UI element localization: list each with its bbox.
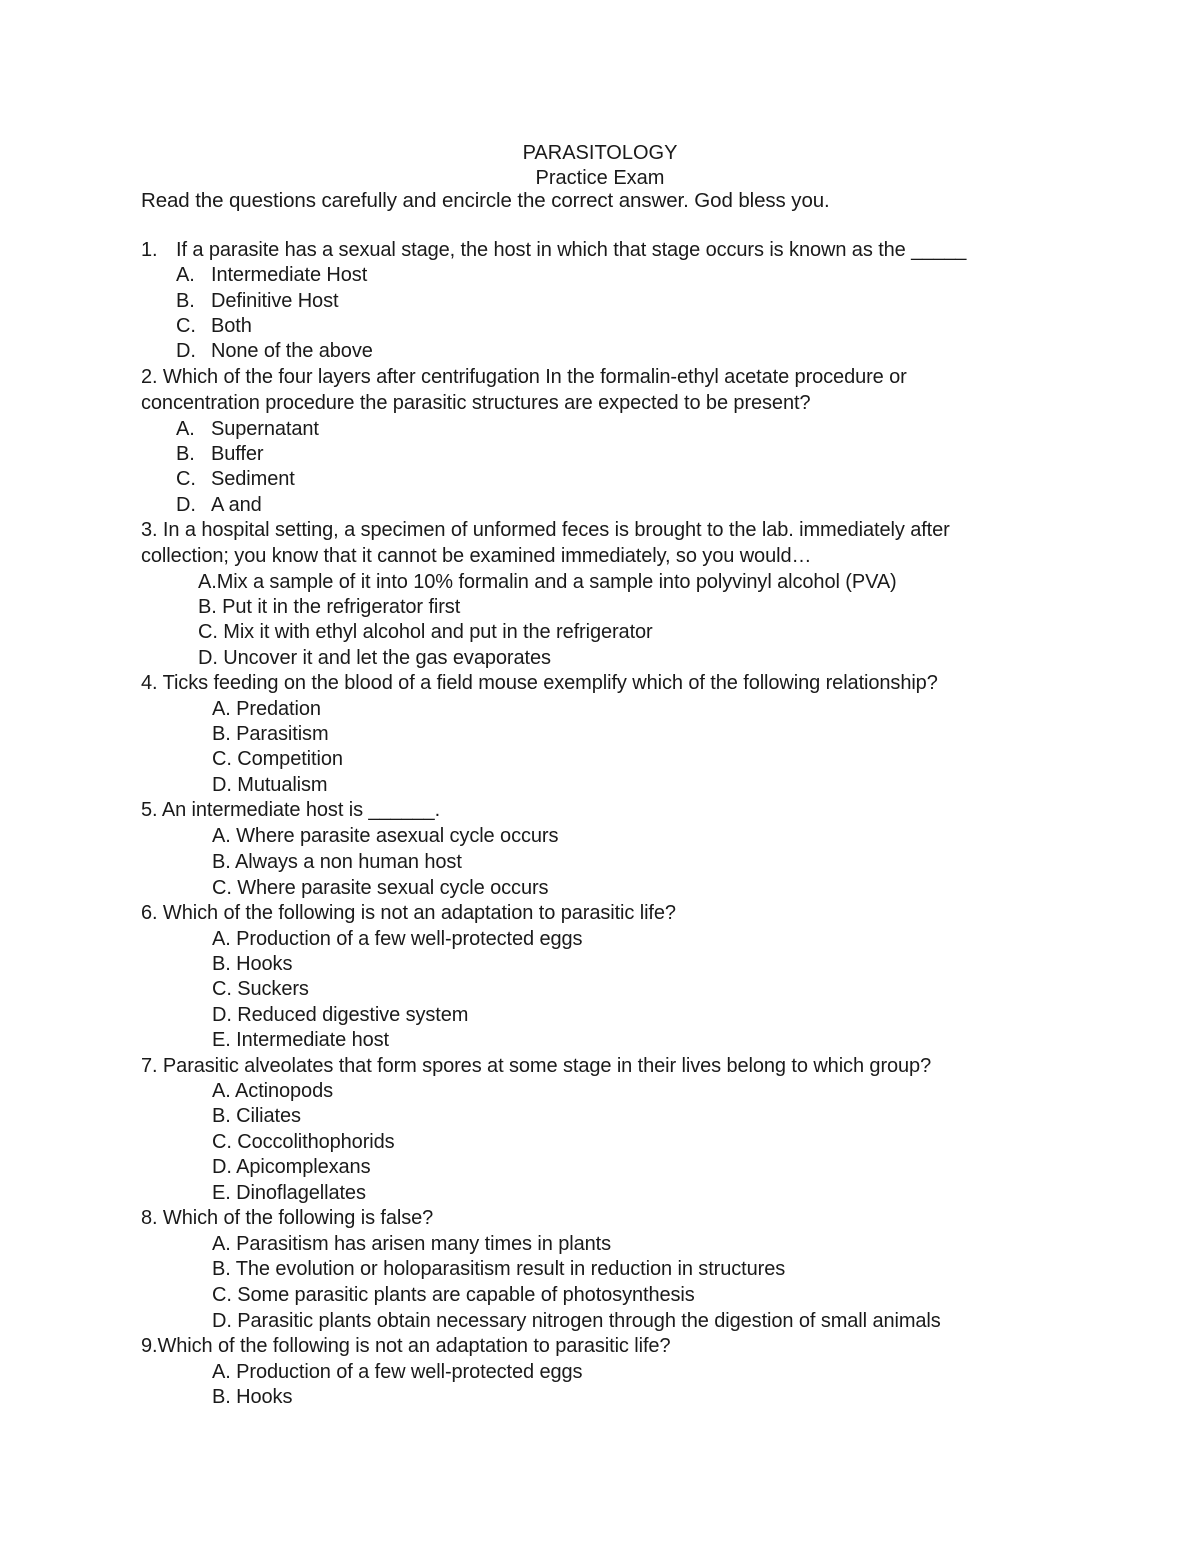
exam-subtitle: Practice Exam: [535, 167, 665, 189]
option-letter: C.: [176, 315, 196, 337]
option[interactable]: B. Hooks: [212, 953, 293, 975]
option[interactable]: [176, 263, 367, 287]
question-number: 1.: [141, 239, 158, 261]
option[interactable]: A. Where parasite asexual cycle occurs: [212, 825, 559, 847]
option-letter: A.: [176, 418, 195, 440]
option[interactable]: D. Uncover it and let the gas evaporates: [198, 647, 551, 669]
question-2-line-1: 2. Which of the four layers after centrifugation In the formalin-ethyl acetate procedure or: [141, 366, 907, 388]
option[interactable]: [176, 417, 319, 441]
option[interactable]: B. Always a non human host: [212, 851, 462, 873]
option[interactable]: [176, 314, 252, 338]
option[interactable]: B. Ciliates: [212, 1105, 301, 1127]
option-text: Buffer: [211, 443, 264, 465]
question-2-line-2: concentration procedure the parasitic structures are expected to be present?: [141, 392, 811, 414]
option[interactable]: B. Hooks: [212, 1386, 293, 1408]
option[interactable]: E. Dinoflagellates: [212, 1182, 366, 1204]
option[interactable]: B. The evolution or holoparasitism result in reduction in structures: [212, 1258, 786, 1280]
option-letter: D.: [176, 340, 196, 362]
option[interactable]: D. Mutualism: [212, 774, 328, 796]
option-letter: A.: [176, 264, 195, 286]
option-text: Definitive Host: [211, 290, 339, 312]
question-6: 6. Which of the following is not an adaptation to parasitic life?: [141, 902, 676, 924]
question-8: 8. Which of the following is false?: [141, 1207, 434, 1229]
option[interactable]: B. Parasitism: [212, 723, 329, 745]
option[interactable]: D. Reduced digestive system: [212, 1004, 469, 1026]
option[interactable]: [176, 467, 295, 491]
question-3-line-2: collection; you know that it cannot be examined immediately, so you would…: [141, 545, 812, 567]
question-9: 9.Which of the following is not an adaptation to parasitic life?: [141, 1335, 671, 1357]
option[interactable]: [176, 289, 338, 313]
option[interactable]: [176, 442, 263, 466]
option-text: A and: [211, 494, 262, 516]
option[interactable]: A. Production of a few well-protected eggs: [212, 928, 583, 950]
option[interactable]: A. Predation: [212, 698, 321, 720]
option[interactable]: C. Where parasite sexual cycle occurs: [212, 877, 549, 899]
option[interactable]: A. Production of a few well-protected eggs: [212, 1361, 583, 1383]
option[interactable]: C. Some parasitic plants are capable of photosynthesis: [212, 1284, 695, 1306]
exam-title: PARASITOLOGY: [522, 142, 678, 164]
option-letter: B.: [176, 290, 195, 312]
exam-instructions: Read the questions carefully and encircle the correct answer. God bless you.: [141, 189, 830, 212]
option[interactable]: D. Apicomplexans: [212, 1156, 371, 1178]
question-text: If a parasite has a sexual stage, the host in which that stage occurs is known as the _____: [176, 239, 967, 261]
option[interactable]: D. Parasitic plants obtain necessary nitrogen through the digestion of small animals: [212, 1310, 941, 1332]
option-text: Both: [211, 315, 252, 337]
question-1: [141, 238, 966, 262]
option-text: Sediment: [211, 468, 295, 490]
option[interactable]: A.Mix a sample of it into 10% formalin and a sample into polyvinyl alcohol (PVA): [198, 571, 897, 593]
option-text: Supernatant: [211, 418, 319, 440]
option[interactable]: A. Actinopods: [212, 1080, 334, 1102]
option[interactable]: E. Intermediate host: [212, 1029, 389, 1051]
option[interactable]: C. Suckers: [212, 978, 309, 1000]
option-letter: D.: [176, 494, 196, 516]
question-3-line-1: 3. In a hospital setting, a specimen of unformed feces is brought to the lab. immediately after: [141, 519, 950, 541]
option[interactable]: C. Coccolithophorids: [212, 1131, 395, 1153]
option-letter: C.: [176, 468, 196, 490]
option[interactable]: B. Put it in the refrigerator first: [198, 596, 461, 618]
option-text: Intermediate Host: [211, 264, 368, 286]
option-letter: B.: [176, 443, 195, 465]
question-7: 7. Parasitic alveolates that form spores at some stage in their lives belong to which group?: [141, 1055, 932, 1077]
option[interactable]: [176, 339, 373, 363]
question-4: 4. Ticks feeding on the blood of a field mouse exemplify which of the following relationship?: [141, 672, 938, 694]
option[interactable]: C. Mix it with ethyl alcohol and put in the refrigerator: [198, 621, 653, 643]
option[interactable]: [176, 493, 262, 517]
option[interactable]: A. Parasitism has arisen many times in plants: [212, 1233, 611, 1255]
option[interactable]: C. Competition: [212, 748, 343, 770]
option-text: None of the above: [211, 340, 373, 362]
question-5: 5. An intermediate host is ______.: [141, 799, 441, 821]
